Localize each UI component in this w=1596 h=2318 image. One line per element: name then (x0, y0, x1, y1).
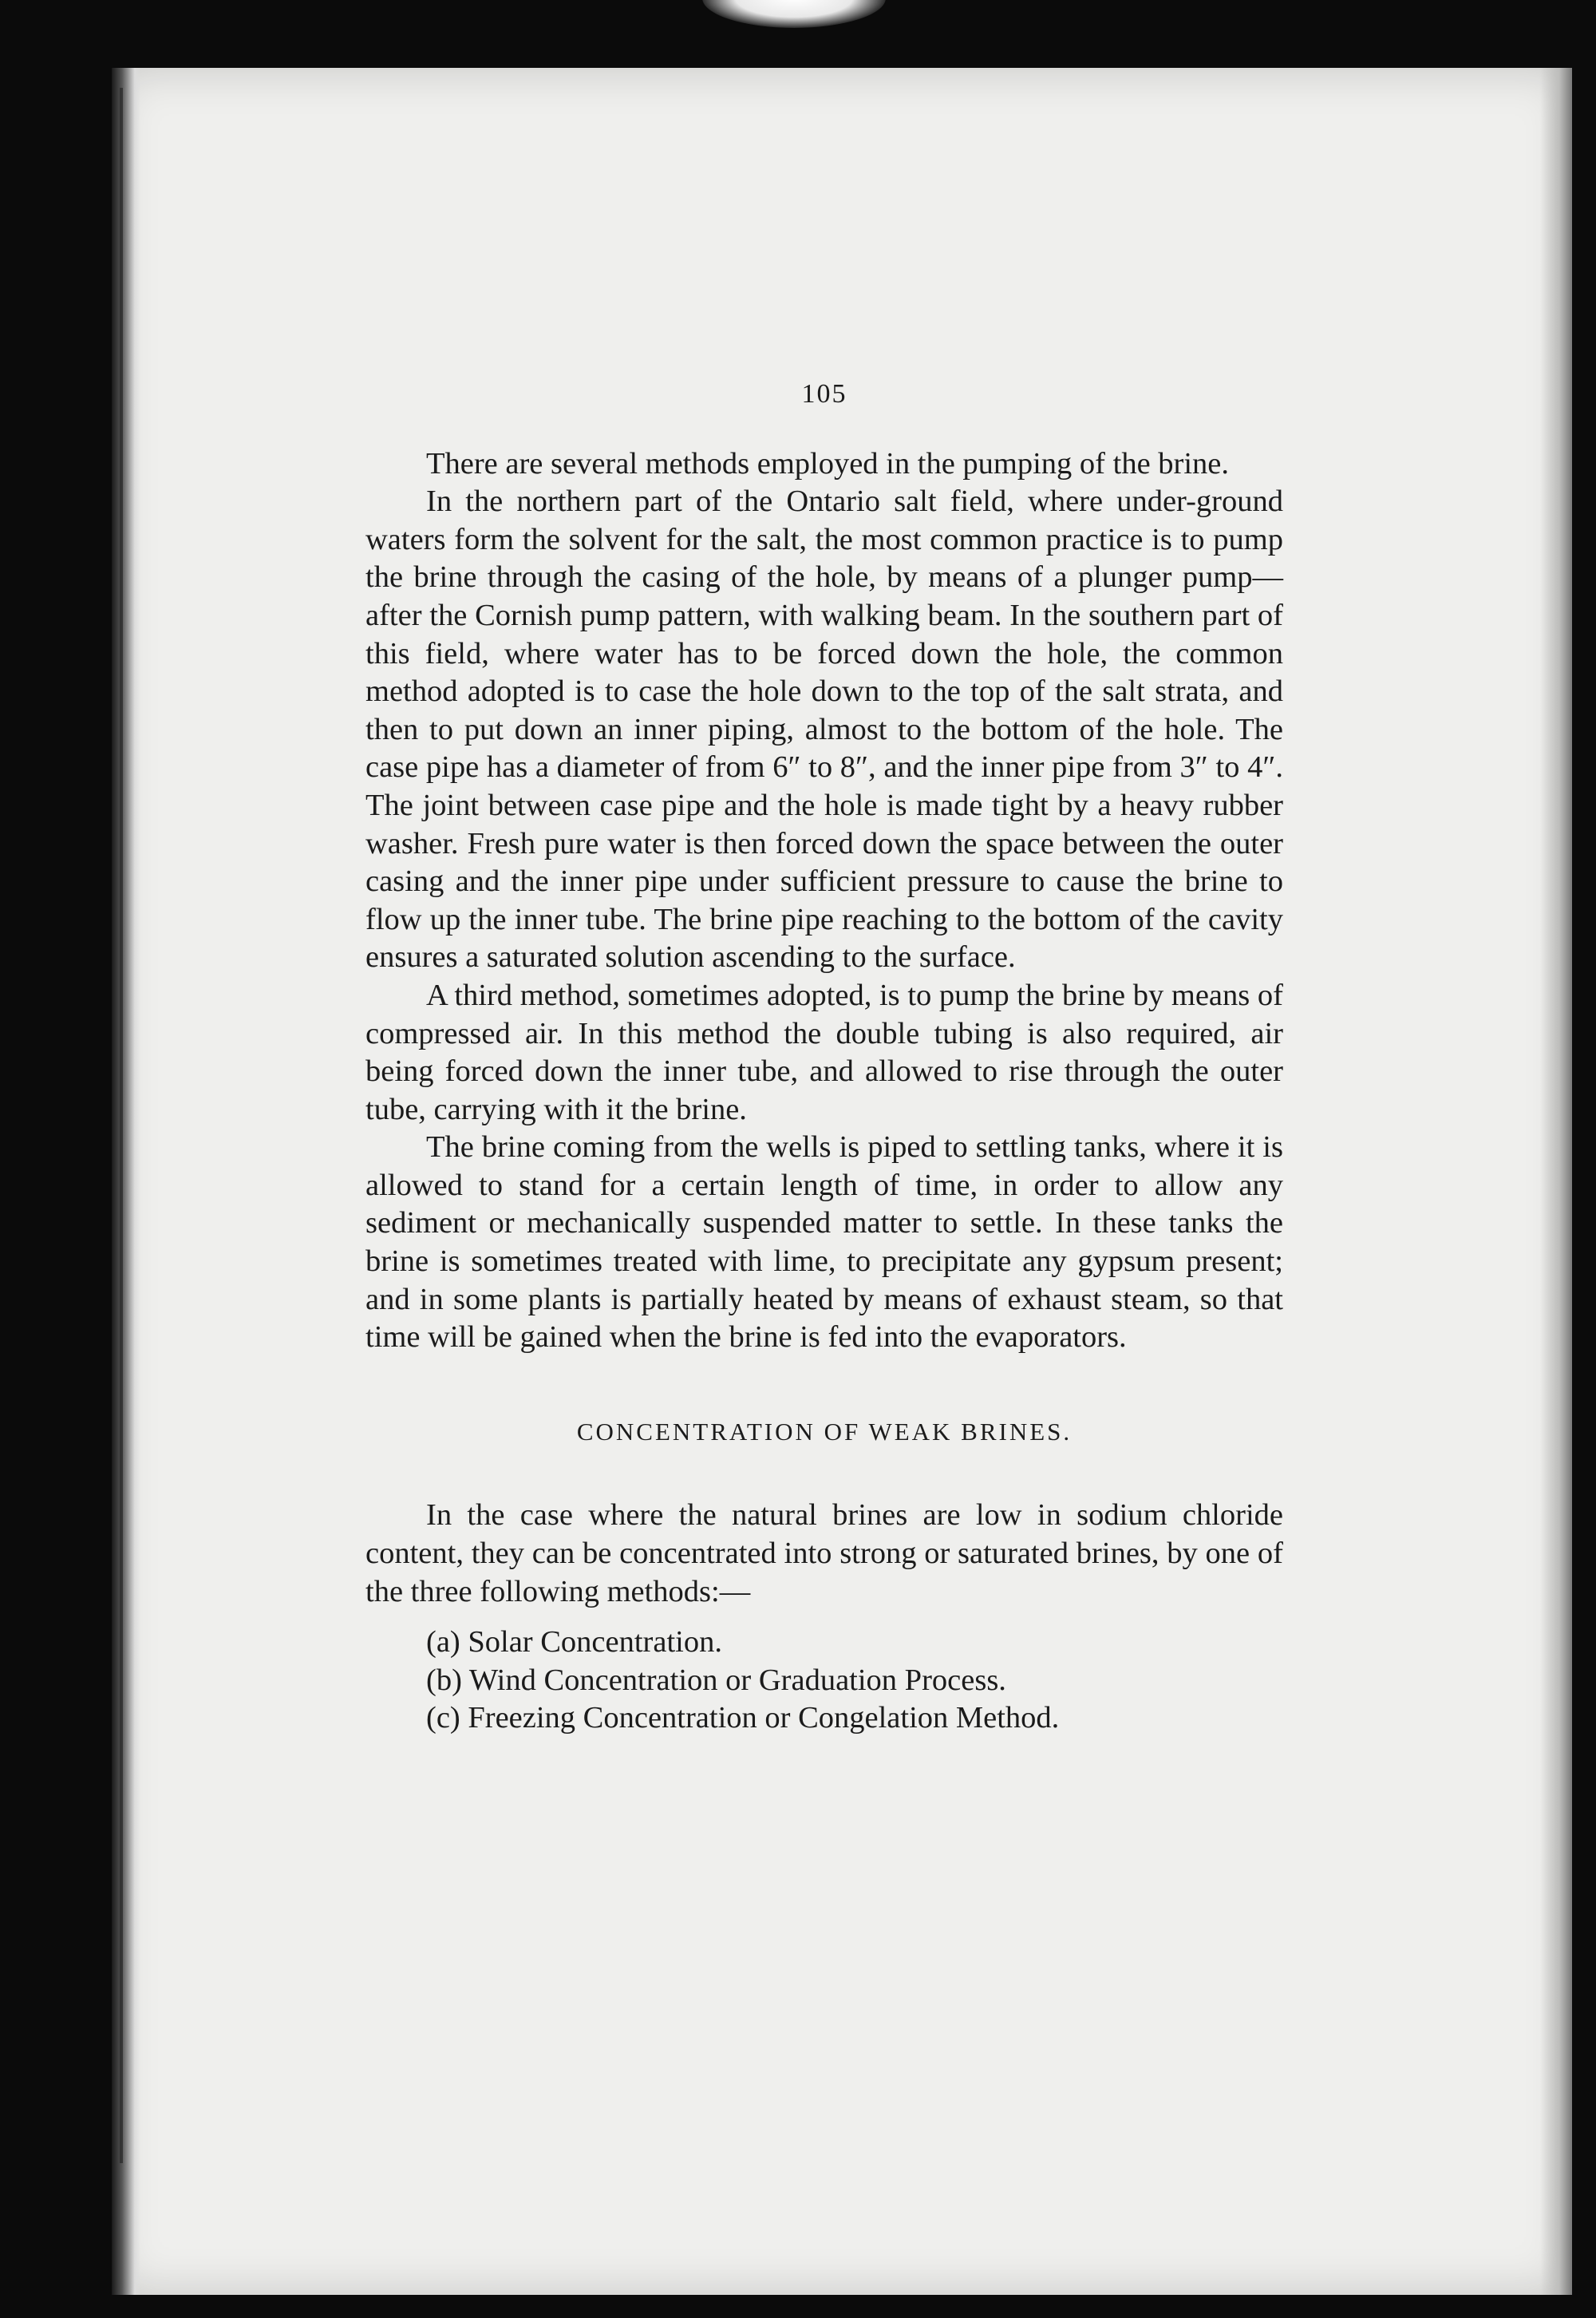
paragraph-compressed-air: A third method, sometimes adopted, is to pump the brine by means of compressed air. In this method the double tubing is also required, air being forced down the inner tube, and allowed to rise through the outer tube, carrying with it the brine. (365, 978, 1283, 1126)
page-binding-edge (112, 68, 140, 2295)
page-text-block (365, 375, 1283, 1738)
list-item: (b) Wind Concentration or Graduation Process. (426, 1663, 1006, 1697)
page-number: 105 (801, 379, 847, 409)
list-item: (a) Solar Concentration. (426, 1625, 722, 1659)
paragraph-settling-tanks: The brine coming from the wells is piped to settling tanks, where it is allowed to stand for a certain length of time, in order to allow any sediment or mechanically suspended matter to settle. In these tanks the brine is sometimes treated with lime, to precipitate any gypsum present; and in some plants is partially heated by means of exhaust steam, so that time will be gained when the brine is fed into the evaporators. (365, 1130, 1283, 1355)
paragraph-ontario-field: In the northern part of the Ontario salt field, where under-ground waters form the solvent for the salt, the most common practice is to pump the brine through the casing of the hole, by means of a plunger pump—after the Cornish pump pattern, with walking beam. In the southern part of this field, where water has to be forced down the hole, the common method adopted is to case the hole down to the top of the salt strata, and then to put down an inner piping, almost to the bottom of the hole. The case pipe has a diameter of from 6″ to 8″, and the inner pipe from 3″ to 4″. The joint between case pipe and the hole is made tight by a heavy rubber washer. Fresh pure water is then forced down the space between the outer casing and the inner pipe under sufficient pressure to cause the brine to flow up the inner tube. The brine pipe reaching to the bottom of the cavity ensures a saturated solution ascending to the surface. (365, 485, 1283, 975)
paragraph-pumping-methods: There are several methods employed in the pumping of the brine. (426, 446, 1230, 481)
camera-glare (702, 0, 886, 28)
methods-list (426, 1624, 1283, 1738)
binding-shadow-line (120, 88, 123, 2163)
list-item: (c) Freezing Concentration or Congelation Method. (426, 1701, 1060, 1735)
paragraph-weak-brines-intro: In the case where the natural brines are low in sodium chloride content, they can be concentrated into strong or saturated brines, by one of the three following methods:— (365, 1498, 1283, 1608)
page-right-edge (1540, 68, 1572, 2295)
section-heading: CONCENTRATION OF WEAK BRINES. (576, 1417, 1073, 1446)
